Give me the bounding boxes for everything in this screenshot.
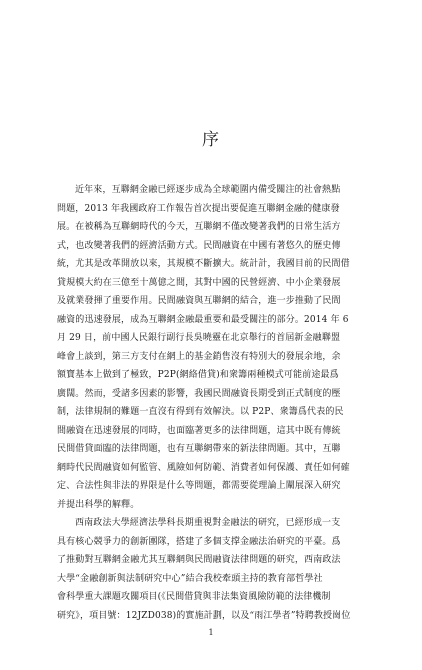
text-line: 額寶基本上做到了極致，P2P(網絡借貸)和衆籌兩種模式可能前途最爲 xyxy=(57,370,339,380)
text-line: 廣闊。然而，受諸多因素的影響，我國民間融資長期受到正式制度的壓 xyxy=(57,388,341,399)
text-line: 式，也改變著我們的經濟活動方式。民間融資在中國有著悠久的歷史傳 xyxy=(57,240,341,251)
page-title: 序 xyxy=(202,130,220,150)
text-line: 問題，2013 年我國政府工作報告首次提出要促進互聯網金融的健康發 xyxy=(57,203,340,214)
text-line: 月 29 日，前中國人民銀行副行長吳曉靈在北京舉行的首屆新金融聯盟 xyxy=(57,333,341,343)
text-line: 并提出科學的解釋。 xyxy=(57,499,140,510)
text-line: 展。在被稱為互聯網時代的今天，互聯網不僅改變著我們的日常生活方 xyxy=(57,222,341,232)
text-line: 西南政法大學經濟法學科長期重視對金融法的研究，已經形成一支 xyxy=(75,518,341,528)
text-line: 具有核心競爭力的創新團隊，搭建了多個支撑金融法治研究的平臺。爲 xyxy=(57,536,341,547)
text-line: 及就業發揮了重要作用。民間融資與互聯網的結合，進一步推動了民間 xyxy=(57,296,341,306)
text-line: 制，法律規制的難題一直沒有得到有效解決。以 P2P、衆籌爲代表的民 xyxy=(57,407,344,417)
text-line: 定、合法性與非法的界限是什么等問題，都需要從理論上闡展深入研究 xyxy=(57,481,341,491)
text-line: 會科學重大課題攻關項目(《民間借貸與非法集資風險防範的法律機制 xyxy=(57,592,331,602)
text-line: 貸規模大約在三億至十萬億之間，其對中國的民營經濟、中小企業發展 xyxy=(57,277,341,288)
text-line: 統，尤其是改革開放以來，其規模不斷擴大。統計計，我國目前的民間借 xyxy=(57,259,350,269)
text-line: 網時代民間融資如何監管、風險如何防範、消費者如何保護、責任如何確 xyxy=(57,462,350,473)
text-line: 近年來，互聯網金融已經逐步成為全球範圍内備受關注的社會熱點 xyxy=(75,185,341,195)
text-line: 研究》，項目號：12JZD038)的實施計劃，以及“雨江學者”特聘教授崗位 xyxy=(57,610,351,621)
text-line: 融資的迅速發展，成為互聯網金融最重要和最受關注的部分。2014 年 6 xyxy=(57,314,349,325)
text-line: 大學“金融創新與法制研究中心”結合我校牽頭主持的教育部哲學社 xyxy=(57,573,323,584)
text-line: 峰會上談到，第三方支付在網上的基金銷售沒有特別大的發展余地，余 xyxy=(57,351,341,362)
body-text xyxy=(57,181,365,625)
text-line: 了推動對互聯網金融尤其互聯網與民間融資法律問題的研究，西南政法 xyxy=(57,555,341,565)
page-number: 1 xyxy=(208,628,214,637)
text-line: 間融資在迅速發展的同時，也面臨著更多的法律問題，這其中既有傳統 xyxy=(57,425,341,436)
text-line: 民間借貸面臨的法律問題，也有互聯網帶來的新法律問題。其中，互聯 xyxy=(57,444,341,454)
